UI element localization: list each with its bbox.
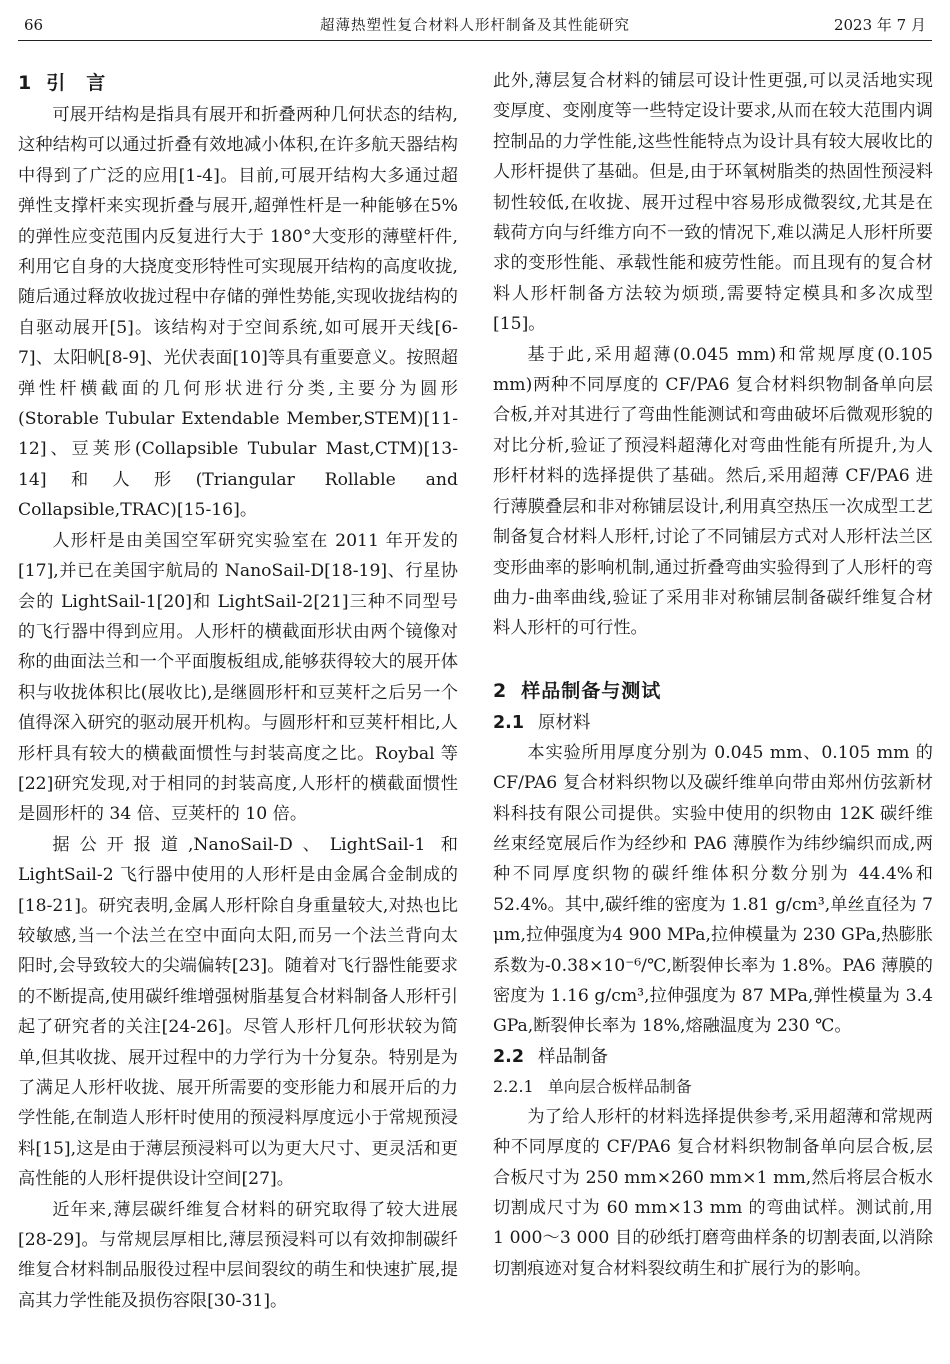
paragraph: 可展开结构是指具有展开和折叠两种几何状态的结构,这种结构可以通过折叠有效地减小体积,在许多航天器结构中得到了广泛的应用[1-4]。目前,可展开结构大多通过超弹性支撑杆来实现折叠与展开,超弹性杆是一种能够在5%的弹性应变范围内反复进行大于 180°大变形的薄壁杆件,利用它自身的大挠度变形特性可实现展开结构的高度收拢,随后通过释放收拢过程中存储的弹性势能,实现收拢结构的自驱动展开[5]。该结构对于空间系统,如可展开天线[6-7]、太阳帆[8-9]、光伏表面[10]等具有重要意义。按照超弹性杆横截面的几何形状进行分类,主要分为圆形(Storable Tubular Extendable Member,STEM)[11-12]、豆荚形(Collapsible Tubular Mast,CTM)[13-14]和人形(Triangular Rollable and Collapsible,TRAC)[15-16]。 — [18, 105, 458, 521]
subsubsection-number: 2.2.1 — [493, 1076, 534, 1096]
page-number: 66 — [24, 16, 44, 34]
subsection-title: 原材料 — [538, 712, 591, 733]
right-column — [493, 66, 933, 1284]
paragraph: 本实验所用厚度分别为 0.045 mm、0.105 mm 的 CF/PA6 复合材料织物以及碳纤维单向带由郑州仿弦新材料科技有限公司提供。实验中使用的织物由 12K 碳纤维丝束经宽展后作为经纱和 PA6 薄膜作为纬纱编织而成,两种不同厚度织物的碳纤维体积分数分别为 44.4%和 52.4%。其中,碳纤维的密度为 1.81 g/cm³,单丝直径为 7 μm,拉伸强度为4 900 MPa,拉伸模量为 230 GPa,热膨胀系数为-0.38×10⁻⁶/℃,断裂伸长率为 1.8%。PA6 薄膜的密度为 1.16 g/cm³,拉伸强度为 87 MPa,弹性模量为 3.4 GPa,断裂伸长率为 18%,熔融温度为 230 ℃。 — [493, 742, 933, 1037]
subsection-number: 2.1 — [493, 712, 525, 733]
subsubsection-2-2-1-heading — [493, 1072, 933, 1102]
subsection-2-1-heading — [493, 708, 933, 738]
running-title: 超薄热塑性复合材料人形杆制备及其性能研究 — [320, 18, 630, 34]
paragraph-continuation: 此外,薄层复合材料的铺层可设计性更强,可以灵活地实现变厚度、变刚度等一些特定设计要求,从而在较大范围内调控制品的力学性能,这些性能特点为设计具有较大展收比的人形杆提供了基础。但是,由于环氧树脂类的热固性预浸料韧性较低,在收拢、展开过程中容易形成微裂纹,尤其是在载荷方向与纤维方向不一致的情况下,难以满足人形杆所要求的变形性能、承载性能和疲劳性能。而且现有的复合材料人形杆制备方法较为烦琐,需要特定模具和多次成型[15]。 — [493, 71, 933, 335]
subsection-title: 样品制备 — [538, 1046, 609, 1067]
paragraph: 据公开报道,NanoSail-D、LightSail-1 和 LightSail-2 飞行器中使用的人形杆是由金属合金制成的[18-21]。研究表明,金属人形杆除自身重量较大,对热也比较敏感,当一个法兰在空中面向太阳,而另一个法兰背向太阳时,会导致较大的尖端偏转[23]。随着对飞行器性能要求的不断提高,使用碳纤维增强树脂基复合材料制备人形杆引起了研究者的关注[24-26]。尽管人形杆几何形状较为简单,但其收拢、展开过程中的力学行为十分复杂。特别是为了满足人形杆收拢、展开所需要的变形能力和展开后的力学性能,在制造人形杆时使用的预浸料厚度远小于常规预浸料[15],这是由于薄层预浸料可以为更大尺寸、更灵活和更高性能的人形杆提供设计空间[27]。 — [18, 834, 458, 1190]
left-column — [18, 66, 458, 1316]
subsection-number: 2.2 — [493, 1046, 525, 1067]
section-number: 2 — [493, 679, 508, 702]
section-1-heading — [18, 66, 458, 100]
page-header — [18, 10, 932, 41]
section-title: 样品制备与测试 — [521, 679, 662, 702]
section-number: 1 — [18, 72, 33, 94]
paragraph: 人形杆是由美国空军研究实验室在 2011 年开发的[17],并已在美国宇航局的 NanoSail-D[18-19]、行星协会的 LightSail-1[20]和 LightSail-2[21]三种不同型号的飞行器中得到应用。人形杆的横截面形状由两个镜像对称的曲面法兰和一个平面腹板组成,能够获得较大的展开体积与收拢体积比(展收比),是继圆形杆和豆荚杆之后另一个值得深入研究的驱动展开机构。与圆形杆和豆荚杆相比,人形杆具有较大的横截面惯性与封装高度之比。Roybal 等[22]研究发现,对于相同的封装高度,人形杆的横截面惯性是圆形杆的 34 倍、豆荚杆的 10 倍。 — [18, 530, 458, 825]
subsubsection-title: 单向层合板样品制备 — [547, 1076, 692, 1096]
section-2-heading — [493, 674, 933, 708]
subsection-2-2-heading — [493, 1042, 933, 1072]
paragraph: 为了给人形杆的材料选择提供参考,采用超薄和常规两种不同厚度的 CF/PA6 复合材料织物制备单向层合板,层合板尺寸为 250 mm×260 mm×1 mm,然后将层合板水切割成尺寸为 60 mm×13 mm 的弯曲试样。测试前,用 1 000～3 000 目的砂纸打磨弯曲样条的切割表面,以消除切割痕迹对复合材料裂纹萌生和扩展行为的影响。 — [493, 1106, 933, 1279]
section-title: 引 言 — [46, 72, 107, 94]
paragraph: 基于此,采用超薄(0.045 mm)和常规厚度(0.105 mm)两种不同厚度的 CF/PA6 复合材料织物制备单向层合板,并对其进行了弯曲性能测试和弯曲破坏后微观形貌的对比分析,验证了预浸料超薄化对弯曲性能有所提升,为人形杆材料的选择提供了基础。然后,采用超薄 CF/PA6 进行薄膜叠层和非对称铺层设计,利用真空热压一次成型工艺制备复合材料人形杆,讨论了不同铺层方式对人形杆法兰区变形曲率的影响机制,通过折叠弯曲实验得到了人形杆的弯曲力-曲率曲线,验证了采用非对称铺层制备碳纤维复合材料人形杆的可行性。 — [493, 344, 933, 639]
paragraph: 近年来,薄层碳纤维复合材料的研究取得了较大进展[28-29]。与常规层厚相比,薄层预浸料可以有效抑制碳纤维复合材料制品服役过程中层间裂纹的萌生和快速扩展,提高其力学性能及损伤容限[30-31]。 — [18, 1199, 458, 1311]
issue-date: 2023 年 7 月 — [833, 16, 926, 34]
